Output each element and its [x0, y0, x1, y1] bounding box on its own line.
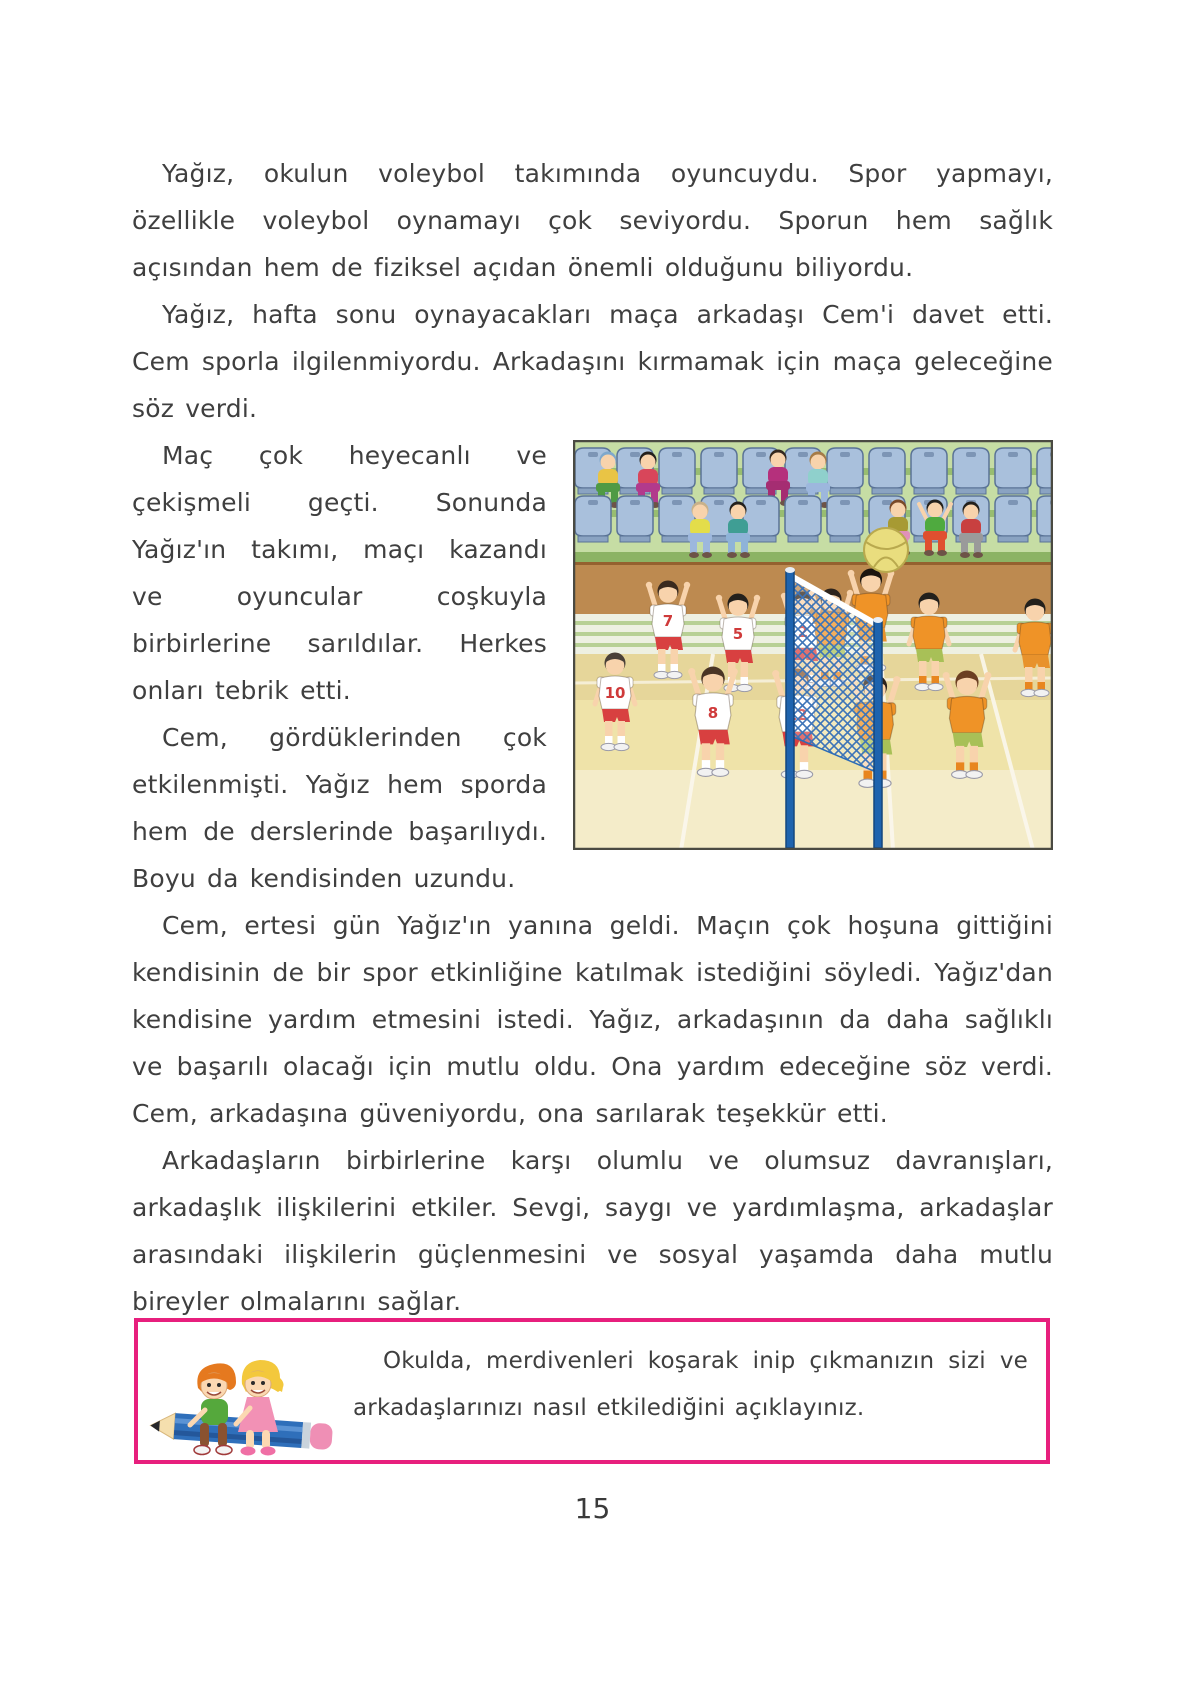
jersey-number: 7	[662, 612, 674, 630]
volleyball-ball-icon	[864, 528, 908, 572]
volleyball-court-illustration	[573, 440, 1053, 850]
volleyball-match-illustration	[573, 440, 1053, 850]
jersey-number: 10	[604, 684, 626, 702]
spectator-stands	[573, 440, 1053, 562]
story-paragraph-3: Maç çok heyecanlı ve çekişmeli geçti. Sonunda Yağız'ın takımı, maçı kazandı ve oyuncular coşkuyla birbirlerine sarıldılar. Herkes onları tebrik etti.	[132, 441, 547, 705]
page-number: 15	[574, 1492, 611, 1525]
kids-riding-pencil-icon	[144, 1326, 349, 1458]
story-paragraph-5: Cem, ertesi gün Yağız'ın yanına geldi. Maçın çok hoşuna gittiğini kendisinin de bir spor etkinliğine katılmak istediğini söyledi. Yağız'dan kendisine yardım etmesini istedi. Yağız, arkadaşının da daha sağlıklı ve başarılı olacağı için mutlu oldu. Ona yardım edeceğine söz verdi. Cem, arkadaşına güveniyordu, ona sarılarak teşekkür etti.	[132, 911, 1053, 1128]
story-paragraph-1: Yağız, okulun voleybol takımında oyuncuydu. Spor yapmayı, özellikle voleybol oynamayı çok seviyordu. Sporun hem sağlık açısından hem de fiziksel açıdan önemli olduğunu biliyordu.	[132, 159, 1053, 282]
story-paragraph-6: Arkadaşların birbirlerine karşı olumlu ve olumsuz davranışları, arkadaşlık ilişkilerini etkiler. Sevgi, saygı ve yardımlaşma, arkadaşlar arasındaki ilişkilerin güçlenmesini ve sosyal yaşamda daha mutlu bireyler olmalarını sağlar.	[132, 1146, 1053, 1316]
story-text	[132, 150, 1053, 1325]
story-paragraph-2: Yağız, hafta sonu oynayacakları maça arkadaşı Cem'i davet etti. Cem sporla ilgilenmiyordu. Arkadaşını kırmamak için maça geleceğine söz verdi.	[132, 300, 1053, 423]
story-paragraph-4: Cem, gördüklerinden çok etkilenmişti. Yağız hem sporda hem de derslerinde başarılıydı. Boyu da kendisinden uzundu.	[132, 723, 547, 893]
jersey-number: 5	[732, 625, 744, 643]
activity-box	[134, 1318, 1050, 1464]
activity-prompt: Okulda, merdivenleri koşarak inip çıkmanızın sizi ve arkadaşlarınızı nasıl etkilediğini açıklayınız.	[353, 1348, 1028, 1421]
jersey-number: 8	[707, 704, 719, 722]
